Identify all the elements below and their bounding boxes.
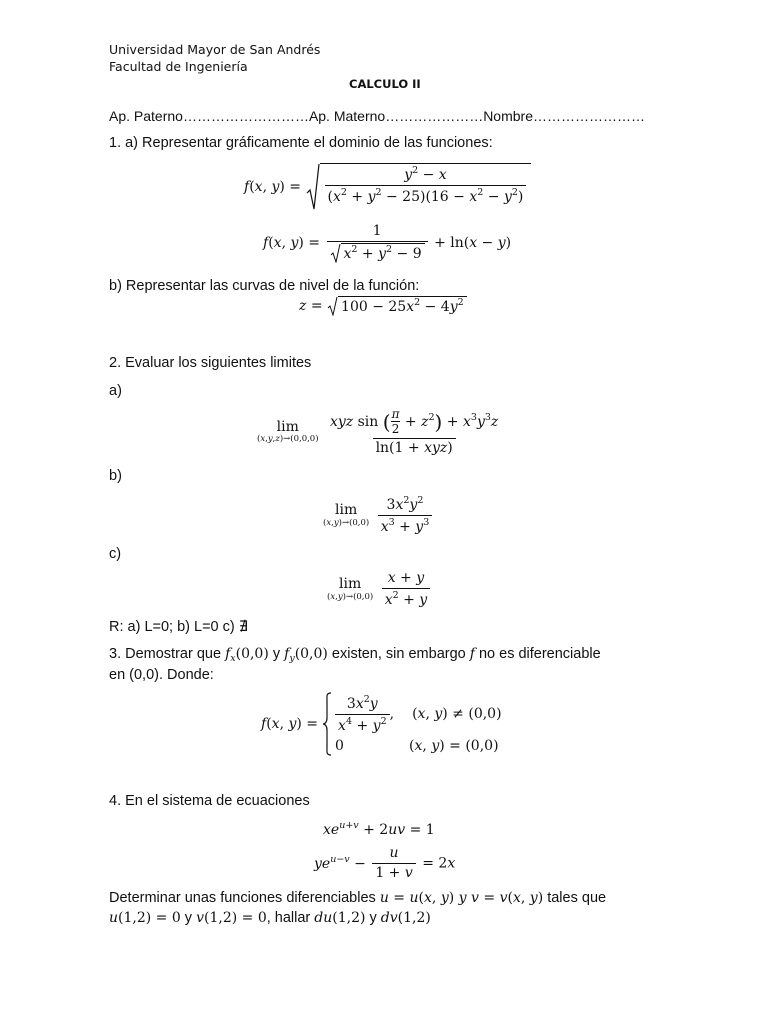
formula-system-eq-2: $ye^{u-v}$ − $\frac{u}{1 + v}$ = 2x — [314, 845, 456, 881]
formula-limit-c: lim (x,y)→(0,0) $\frac{x + y}{x^2 + y}$ — [327, 570, 432, 609]
question-2-prompt: 2. Evaluar los siguientes limites — [109, 355, 312, 371]
question-2-answer: R: a) L=0; b) L=0 c) ∄ — [109, 619, 248, 635]
question-4-line-1: Determinar unas funciones diferenciables u = u(x, y) y v = v(x, y) tales que — [109, 890, 607, 906]
question-4-line-2: u(1,2) = 0 y v(1,2) = 0, hallar du(1,2) y dv(1,2) — [109, 910, 431, 926]
question-2b-label: b) — [109, 468, 122, 484]
question-3-text-4: en (0,0). Donde: — [109, 667, 214, 683]
formula-limit-a: lim (x,y,z)→(0,0,0) xyz sin ( $\frac{\pi}{2}$ + $z^2) + x^3y^3z$ ln(1 + xyz) — [257, 407, 499, 456]
question-1b-prompt: b) Representar las curvas de nivel de la función: — [109, 278, 420, 294]
question-3-text-1: 3. Demostrar que — [109, 646, 222, 662]
question-3-text-2: existen, sin embargo — [331, 646, 466, 662]
student-name-line: Ap. Paterno………………………Ap. Materno…………………Nombre…………………… — [109, 108, 645, 124]
question-4-prompt: 4. En el sistema de ecuaciones — [109, 793, 310, 809]
formula-domain-2: f(x, y) = $\frac{1}{x^2 + y^2 - 9}$ + ln(x − y) — [263, 223, 512, 262]
question-3-text-3: no es diferenciable — [478, 646, 601, 662]
formula-limit-b: lim (x,y)→(0,0) $\frac{3x^2y^2}{x^3 + y^3}$ — [323, 495, 434, 536]
question-2a-label: a) — [109, 383, 122, 399]
faculty-name: Facultad de Ingeniería — [109, 59, 248, 74]
question-1-prompt: 1. a) Representar gráficamente el dominio de las funciones: — [109, 135, 493, 151]
partial-fy-expr: $f_y(0,0)$ — [284, 646, 328, 664]
question-3-line-1: 3. Demostrar que $f_x(0,0)$ y $f_y(0,0)$ existen, sin embargo f no es diferenciable — [109, 646, 601, 664]
question-4-text-2: tales que — [547, 890, 607, 906]
function-f-symbol: f — [469, 646, 475, 662]
left-brace-icon — [322, 692, 332, 756]
partial-fx-expr: $f_x(0,0)$ — [225, 646, 269, 664]
course-title: CALCULO II — [349, 77, 421, 91]
formula-level-curves: z = $100 - 25x^2 - 4y^2$ — [299, 296, 467, 316]
question-4-text-1: Determinar unas funciones diferenciables — [109, 890, 376, 906]
question-4-text-3: , hallar — [266, 910, 311, 926]
formula-piecewise: f(x, y) = $\frac{3x^2y}{x^4 + y^2}$ , (x, y) ≠ (0,0) 0 (x, y) = (0,0) — [261, 693, 502, 755]
formula-domain-1: f(x, y) = $\frac{y^2 - x}{(x^2 + y^2 - 25)(16 - x^2 - y^2)}$ — [244, 163, 531, 211]
formula-system-eq-1: $xe^{u+v} + 2uv = 1$ — [323, 820, 435, 838]
question-2c-label: c) — [109, 546, 122, 562]
university-name: Universidad Mayor de San Andrés — [109, 42, 321, 57]
